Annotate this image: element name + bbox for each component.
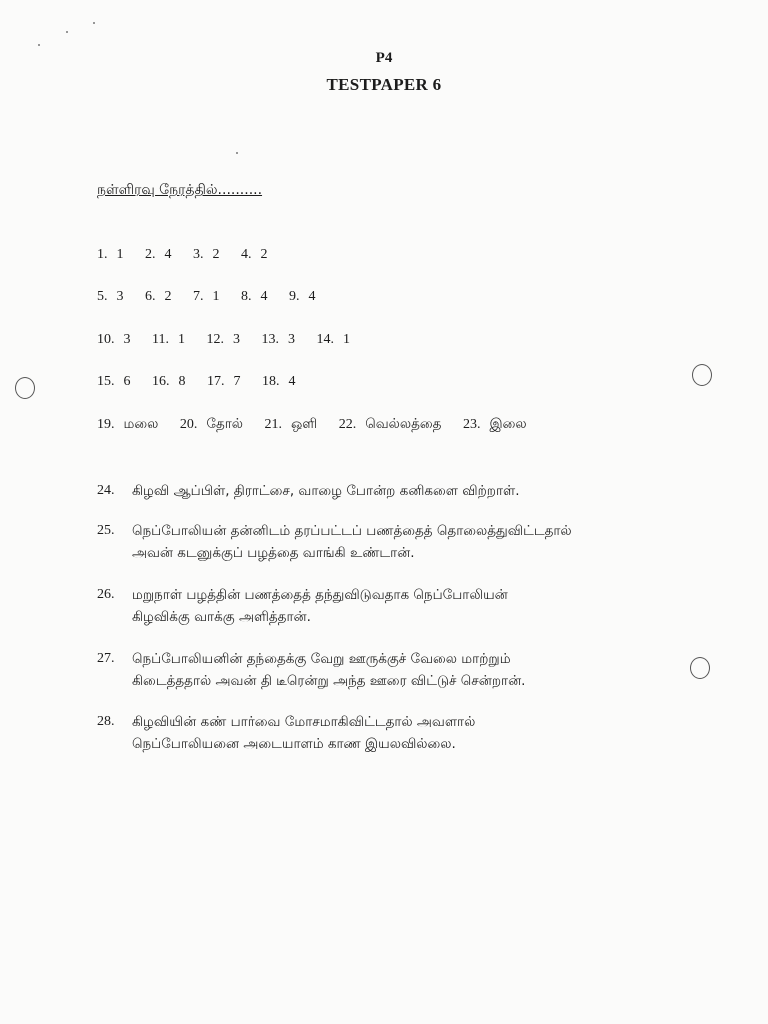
answer-line: கிழவி ஆப்பிள், திராட்சை, வாழை போன்ற கனிகளை விற்றாள். [132, 483, 520, 499]
question-number: 26. [97, 587, 115, 602]
answer-number: 22. [338, 417, 357, 432]
answer-value: ஒளி [291, 416, 318, 432]
answer-line: நெப்போலியன் தன்னிடம் தரப்பட்டப் பணத்தைத் தொலைத்துவிட்டதால் [132, 523, 572, 539]
answer-value: 6 [123, 374, 131, 389]
answer-number: 13. [261, 332, 279, 347]
answer-number: 7. [193, 289, 204, 304]
answer-row-4 [97, 374, 314, 390]
answer-value: 3 [123, 332, 131, 347]
answer-value: 8 [178, 374, 186, 389]
answer-text [132, 648, 692, 692]
answer-number: 4. [241, 247, 252, 262]
answer-number: 23. [462, 417, 481, 432]
answer-value: மலை [123, 416, 159, 432]
question-number: 28. [97, 714, 115, 729]
answer-value: 2 [212, 247, 220, 262]
level-label: P4 [375, 50, 393, 66]
answer-text [132, 520, 692, 564]
answer-line: நெப்போலியனை அடையாளம் காண இயலவில்லை. [132, 736, 456, 752]
answer-row-3 [97, 332, 368, 348]
answer-value: 2 [164, 289, 172, 304]
page-title: TESTPAPER 6 [326, 75, 442, 94]
answer-number: 2. [145, 247, 156, 262]
scan-speck [236, 152, 238, 154]
answer-text [132, 711, 692, 755]
punch-hole-icon [692, 364, 712, 386]
answer-value: 7 [233, 374, 241, 389]
answer-value: 4 [260, 289, 268, 304]
answer-line: மறுநாள் பழத்தின் பணத்தைத் தந்துவிடுவதாக நெப்போலியன் [132, 587, 508, 603]
answer-line: கிடைத்ததால் அவன் தி டீரென்று அந்த ஊரை விட்டுச் சென்றான். [132, 673, 526, 689]
answer-number: 8. [241, 289, 252, 304]
answer-number: 12. [206, 332, 224, 347]
answer-value: இலை [489, 416, 527, 432]
question-number: 24. [97, 483, 115, 498]
scan-speck [38, 44, 40, 46]
answer-row-1 [97, 247, 286, 263]
scan-speck [66, 31, 68, 33]
answer-value: 2 [260, 247, 268, 262]
answer-number: 5. [97, 289, 108, 304]
answer-number: 10. [97, 332, 115, 347]
answer-value: வெல்லத்தை [365, 416, 442, 432]
answer-text [132, 584, 692, 628]
answer-number: 11. [152, 332, 169, 347]
answer-value: 1 [342, 332, 350, 347]
answer-number: 14. [316, 332, 334, 347]
answer-number: 18. [262, 374, 280, 389]
answer-number: 16. [152, 374, 170, 389]
section-heading: நள்ளிரவு நேரத்தில்.......... [97, 182, 263, 198]
answer-value: 1 [177, 332, 185, 347]
answer-number: 9. [289, 289, 300, 304]
answer-row-5 [97, 416, 545, 434]
answer-value: 3 [287, 332, 295, 347]
answer-number: 17. [207, 374, 225, 389]
answer-value: 4 [164, 247, 172, 262]
answer-value: 3 [116, 289, 124, 304]
answer-line: கிழவிக்கு வாக்கு அளித்தான். [132, 609, 311, 625]
answer-line: கிழவியின் கண் பார்வை மோசமாகிவிட்டதால் அவளால் [132, 714, 476, 730]
answer-number: 1. [97, 247, 108, 262]
scan-speck [93, 22, 95, 24]
answer-text [132, 480, 692, 502]
answer-line: அவன் கடனுக்குப் பழத்தை வாங்கி உண்டான். [132, 545, 415, 561]
answer-value: தோல் [206, 416, 243, 432]
answer-value: 1 [116, 247, 124, 262]
answer-number: 15. [97, 374, 115, 389]
answer-number: 3. [193, 247, 204, 262]
punch-hole-icon [15, 377, 35, 399]
answer-value: 3 [232, 332, 240, 347]
answer-value: 4 [288, 374, 296, 389]
answer-value: 4 [308, 289, 316, 304]
answer-number: 21. [264, 417, 282, 432]
question-number: 27. [97, 651, 115, 666]
answer-number: 20. [179, 417, 198, 432]
punch-hole-icon [690, 657, 710, 679]
answer-number: 6. [145, 289, 156, 304]
answer-value: 1 [212, 289, 220, 304]
answer-number: 19. [97, 417, 115, 432]
question-number: 25. [97, 523, 115, 538]
answer-line: நெப்போலியனின் தந்தைக்கு வேறு ஊருக்குச் வேலை மாற்றும் [132, 651, 511, 667]
answer-row-2 [97, 289, 334, 305]
